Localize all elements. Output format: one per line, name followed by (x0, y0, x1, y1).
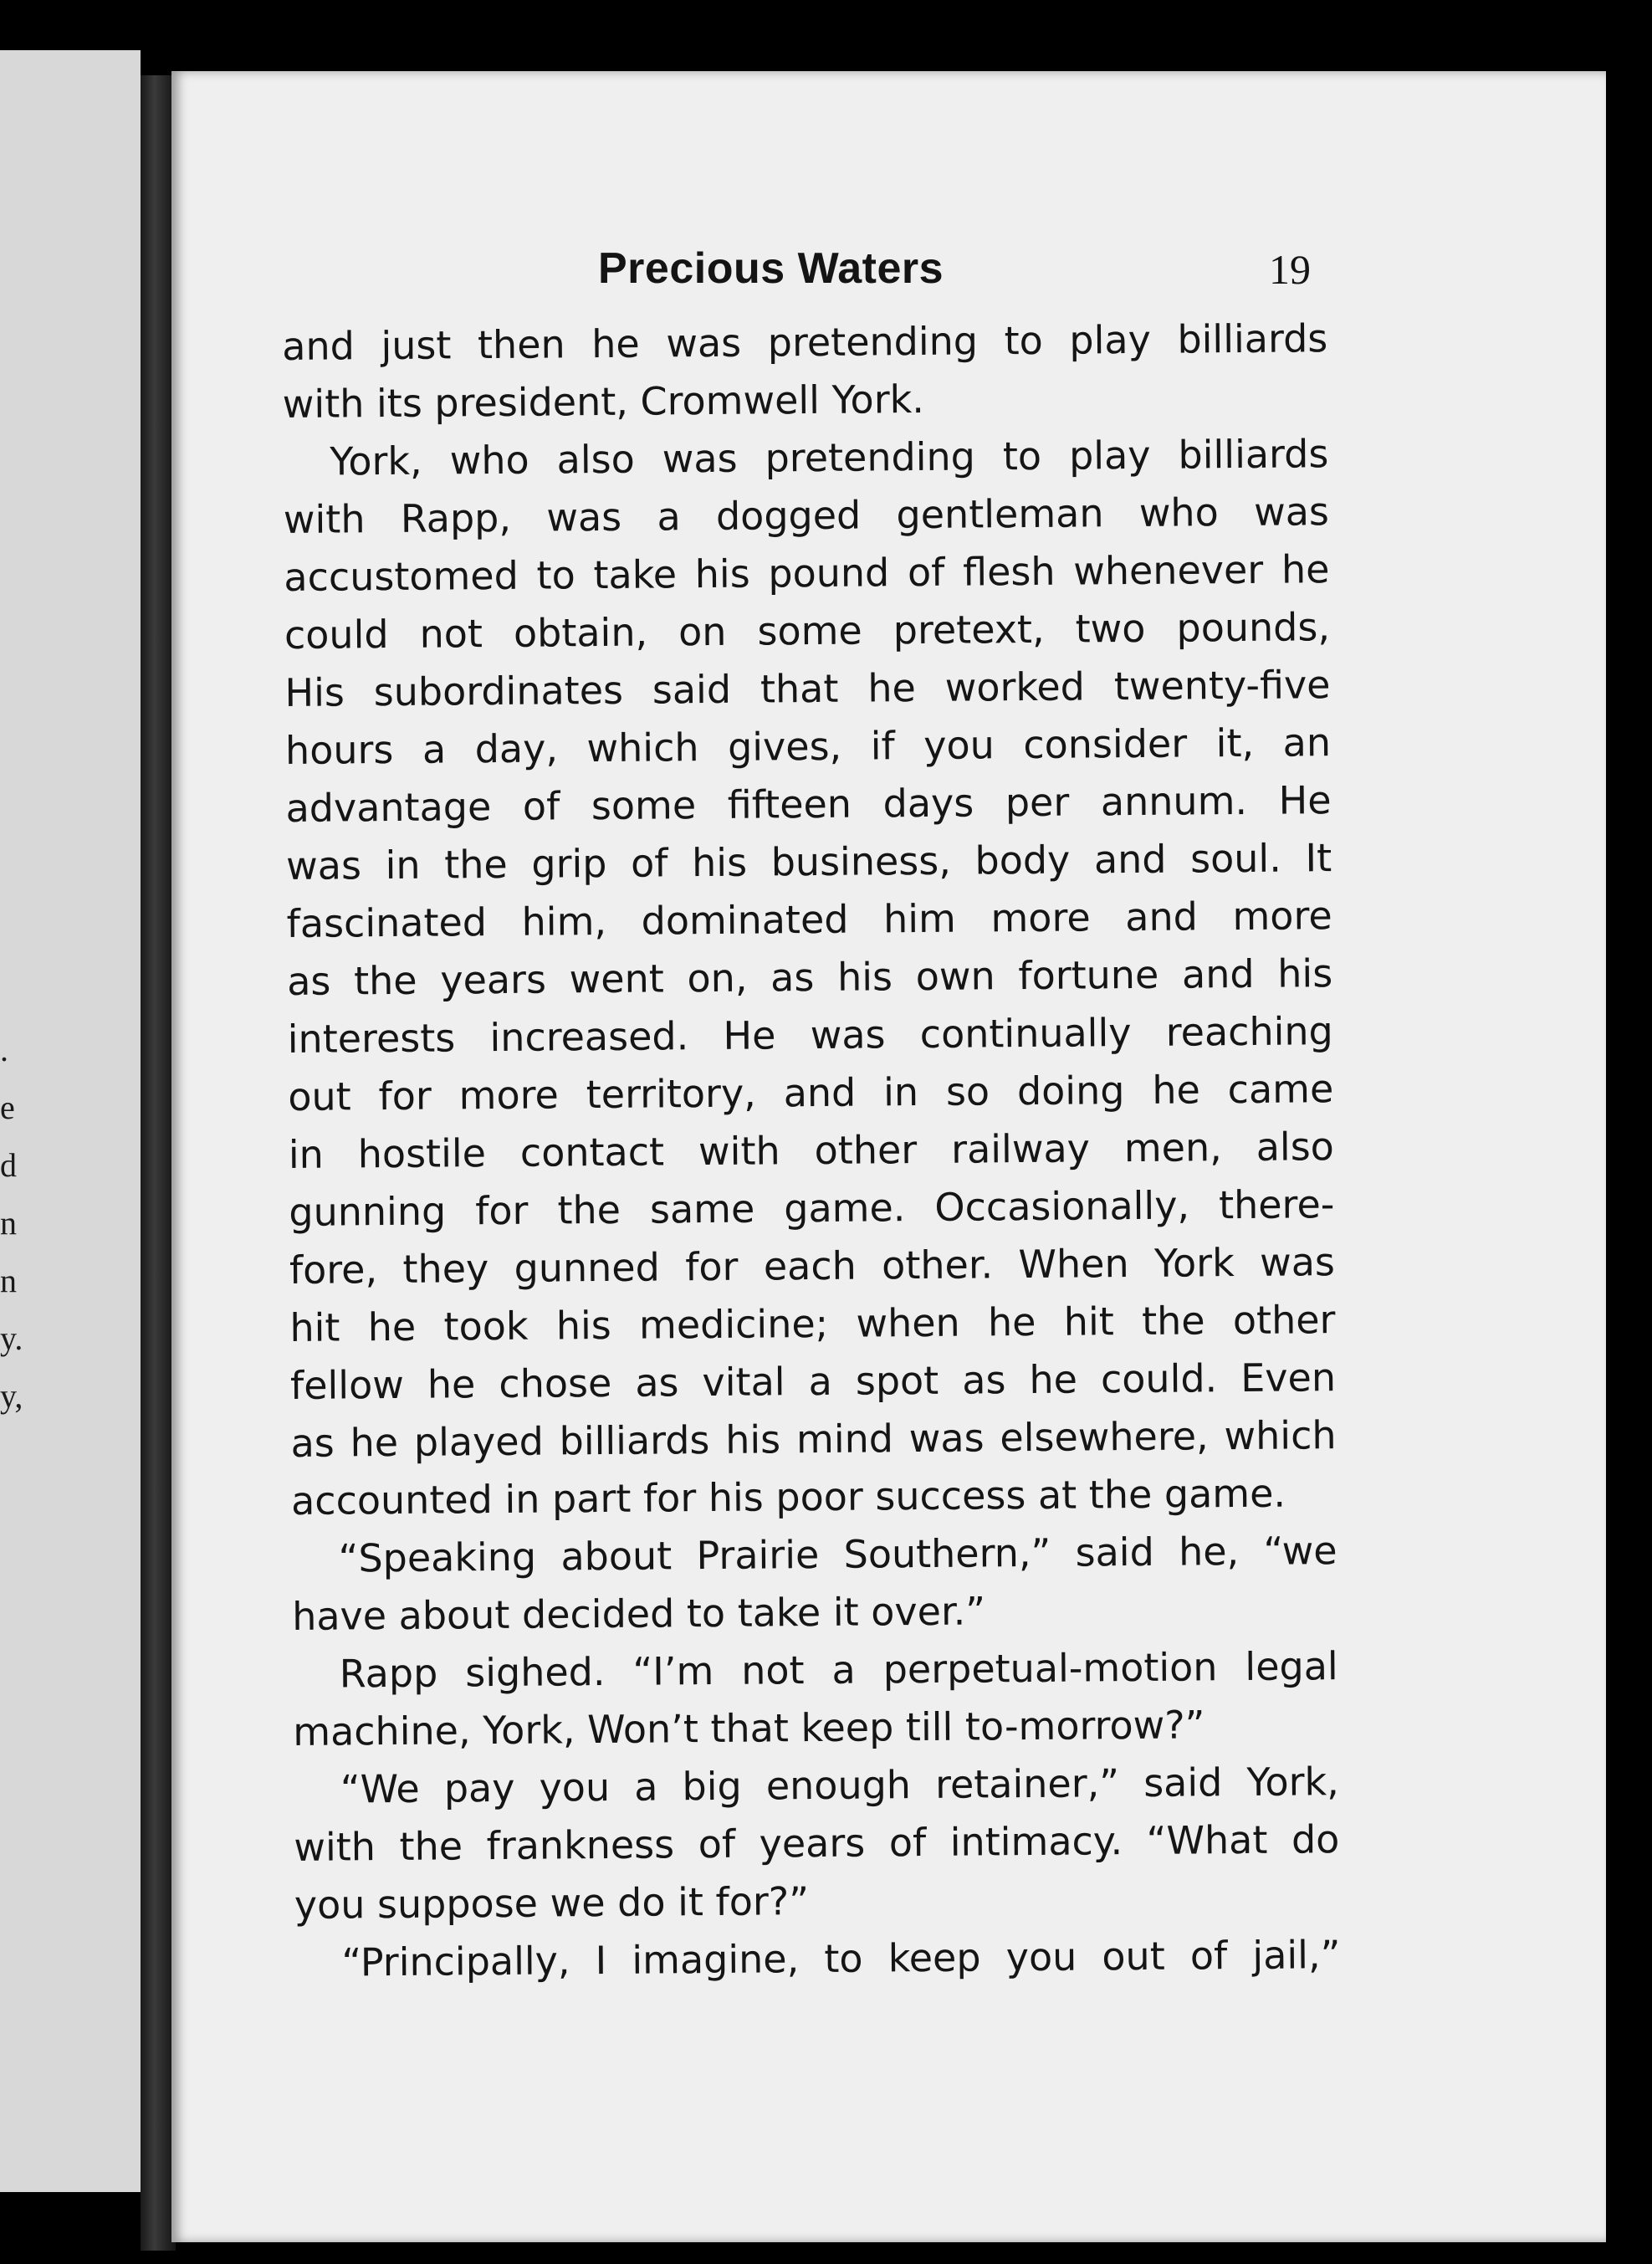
facing-page-fragment: . (0, 1031, 8, 1068)
facing-page-fragment: e (0, 1088, 15, 1126)
facing-page-fragment: n (0, 1262, 17, 1299)
text-line: with its president, Cromwell York. (282, 376, 925, 427)
text-line: have about decided to take it over.” (291, 1588, 986, 1639)
text-line: machine, York, Won’t that keep till to-morrow?” (293, 1702, 1205, 1754)
text-line: could not obtain, on some pretext, two pounds, (284, 604, 1331, 658)
text-line: hours a day, which gives, if you consider it, an (284, 720, 1332, 773)
text-line: fore, they gunned for each other. When York was (289, 1239, 1336, 1293)
text-line: advantage of some fifteen days per annum. He (285, 777, 1332, 831)
text-line: and just then he was pretending to play billiards (282, 315, 1328, 369)
facing-page-fragment: y, (0, 1377, 23, 1415)
text-line: as he played billiards his mind was elsewhere, which (290, 1412, 1337, 1466)
running-title: Precious Waters (598, 244, 944, 293)
text-line: accustomed to take his pound of flesh whenever he (284, 546, 1330, 600)
text-line: fellow he chose as vital a spot as he could. Even (289, 1355, 1337, 1408)
text-line: accounted in part for his poor success at the game. (290, 1470, 1286, 1524)
facing-page-fragments (0, 1021, 25, 1425)
text-line: with Rapp, was a dogged gentleman who was (283, 489, 1330, 542)
text-line: Rapp sighed. “I’m not a perpetual-motion legal (339, 1643, 1338, 1697)
facing-page-fragment: n (0, 1204, 17, 1242)
text-line: in hostile contact with other railway men, also (288, 1124, 1335, 1177)
facing-page-fragment: d (0, 1146, 17, 1184)
text-line: hit he took his medicine; when he hit the other (289, 1297, 1336, 1350)
text-line: “We pay you a big enough retainer,” said York, (340, 1759, 1339, 1812)
text-line: His subordinates said that he worked twenty-five (284, 662, 1331, 715)
text-line: “Speaking about Prairie Southern,” said he, “we (338, 1528, 1337, 1581)
text-line: with the frankness of years of intimacy. “What do (294, 1816, 1340, 1870)
text-line: out for more territory, and in so doing he came (288, 1066, 1334, 1119)
facing-page-edge (0, 50, 141, 2192)
text-line: interests increased. He was continually reaching (287, 1008, 1333, 1062)
book-gutter (141, 75, 176, 2251)
page-number: 19 (1269, 246, 1311, 293)
facing-page-fragment: y. (0, 1319, 23, 1357)
book-page (171, 71, 1606, 2242)
text-line: York, who also was pretending to play billiards (330, 431, 1329, 484)
text-line: fascinated him, dominated him more and more (286, 893, 1332, 946)
text-line: you suppose we do it for?” (294, 1878, 810, 1928)
text-line: as the years went on, as his own fortune and his (287, 950, 1333, 1004)
text-line: “Principally, I imagine, to keep you out of jail,” (341, 1932, 1341, 1985)
text-line: gunning for the same game. Occasionally, there- (289, 1181, 1335, 1235)
body-text (282, 310, 1341, 1992)
text-line: was in the grip of his business, body and soul. It (285, 835, 1332, 889)
